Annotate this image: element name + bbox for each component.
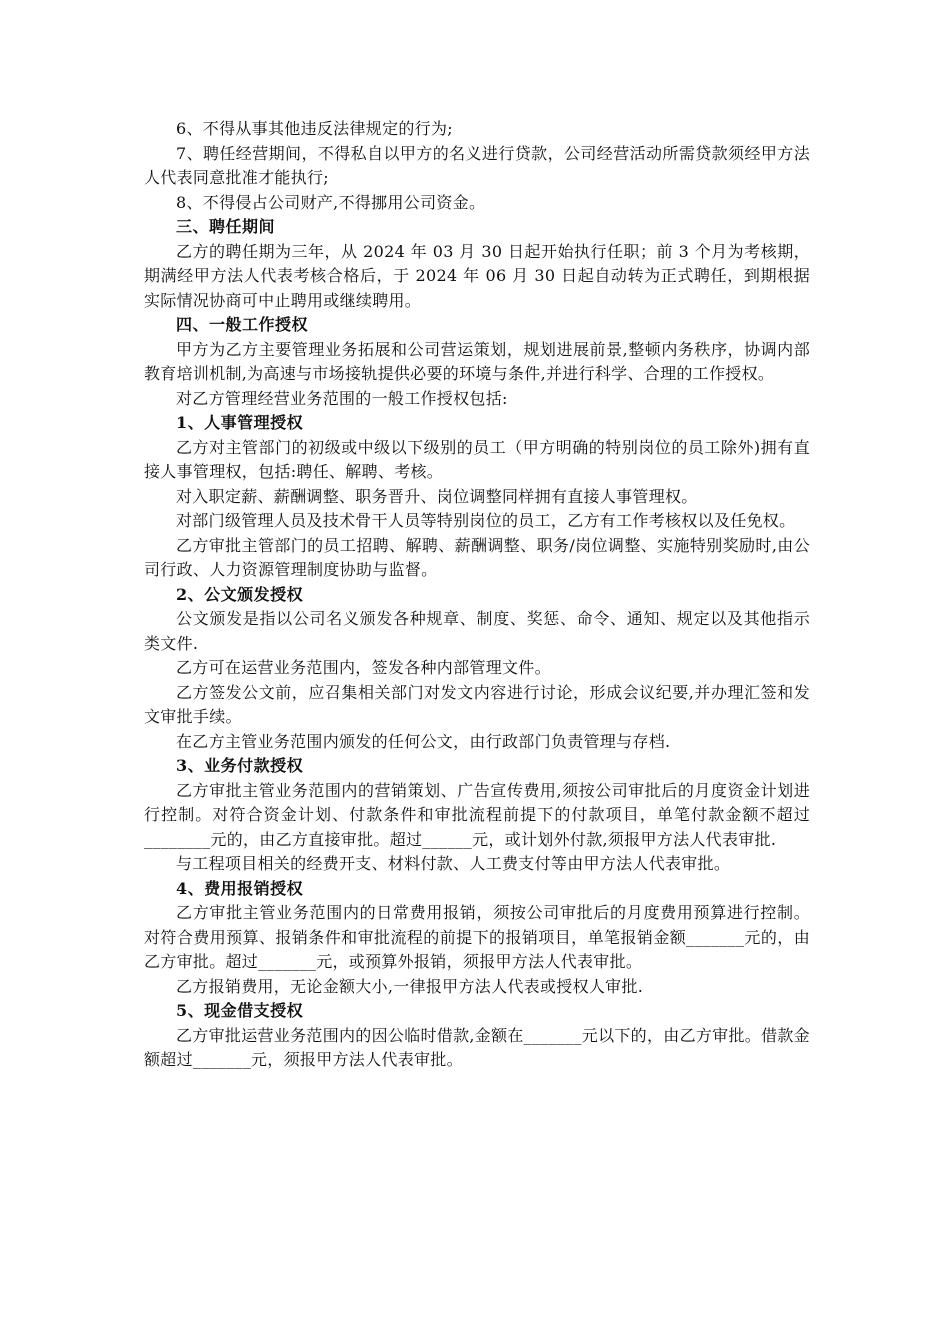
expense-authorization-heading: 4、费用报销授权 — [176, 878, 304, 898]
hr-paragraph-2: 对入职定薪、薪酬调整、职务晋升、岗位调整同样拥有直接人事管理权。 — [176, 486, 698, 506]
document-authorization-heading: 2、公文颁发授权 — [176, 584, 304, 604]
document-page — [144, 117, 810, 1073]
clause-7: 7、聘任经营期间，不得私自以甲方的名义进行贷款，公司经营活动所需贷款须经甲方法人代表同意批准才能执行; — [144, 143, 810, 187]
cash-advance-authorization-heading: 5、现金借支授权 — [176, 1001, 304, 1020]
payment-paragraph-2: 与工程项目相关的经费开支、材料付款、人工费支付等由甲方法人代表审批。 — [176, 854, 731, 873]
payment-authorization-heading: 3、业务付款授权 — [176, 756, 304, 775]
section-3-heading: 三、聘任期间 — [176, 217, 276, 236]
authorization-intro: 甲方为乙方主要管理业务拓展和公司营运策划，规划进展前景,整顿内务秩序，协调内部教育培训机制,为高速与市场接轨提供必要的环境与条件,并进行科学、合理的工作授权。 — [144, 339, 810, 383]
hr-authorization-heading: 1、人事管理授权 — [176, 413, 304, 432]
document-paragraph-3: 乙方签发公文前，应召集相关部门对发文内容进行讨论，形成会议纪要,并办理汇签和发文审批手续。 — [144, 682, 810, 726]
document-paragraph-2: 乙方可在运营业务范围内，签发各种内部管理文件。 — [176, 658, 551, 677]
document-paragraph-1: 公文颁发是指以公司名义颁发各种规章、制度、奖惩、命令、通知、规定以及其他指示类文件. — [144, 609, 810, 653]
hr-paragraph-3: 对部门级管理人员及技术骨干人员等特别岗位的员工，乙方有工作考核权以及任免权。 — [176, 511, 796, 530]
payment-paragraph-1: 乙方审批主管业务范围内的营销策划、广告宣传费用,须按公司审批后的月度资金计划进行控制。对符合资金计划、付款条件和审批流程前提下的付款项目，单笔付款金额不超过________元的，由乙方直接审批。超过______元，或计划外付款,须报甲方法人代表审批. — [144, 780, 810, 849]
hr-paragraph-4: 乙方审批主管部门的员工招聘、解聘、薪酬调整、职务/岗位调整、实施特别奖励时,由公司行政、人力资源管理制度协助与监督。 — [144, 535, 810, 579]
hr-paragraph-1: 乙方对主管部门的初级或中级以下级别的员工（甲方明确的特别岗位的员工除外)拥有直接人事管理权，包括:聘任、解聘、考核。 — [144, 437, 810, 481]
section-4-heading: 四、一般工作授权 — [176, 315, 309, 334]
authorization-scope: 对乙方管理经营业务范围的一般工作授权包括: — [176, 388, 508, 408]
term-paragraph: 乙方的聘任期为三年，从 2024 年 03 月 30 日起开始执行任职；前 3 个月为考核期，期满经甲方法人代表考核合格后，于 2024 年 06 月 30 日起自动转为正式聘任，到期根据实际情况协商可中止聘用或继续聘用。 — [144, 241, 810, 310]
expense-paragraph-2: 乙方报销费用，无论金额大小,一律报甲方法人代表或授权人审批. — [176, 976, 644, 996]
clause-6: 6、不得从事其他违反法律规定的行为; — [176, 119, 453, 138]
expense-paragraph-1: 乙方审批主管业务范围内的日常费用报销，须按公司审批后的月度费用预算进行控制。对符合费用预算、报销条件和审批流程的前提下的报销项目，单笔报销金额_______元的，由乙方审批。超过_______元，或预算外报销，须报甲方法人代表审批。 — [144, 903, 810, 971]
cash-advance-paragraph: 乙方审批运营业务范围内的因公临时借款,金额在_______元以下的，由乙方审批。借款金额超过_______元，须报甲方法人代表审批。 — [144, 1025, 810, 1069]
clause-8: 8、不得侵占公司财产,不得挪用公司资金。 — [176, 192, 486, 212]
document-paragraph-4: 在乙方主管业务范围内颁发的任何公文，由行政部门负责管理与存档. — [176, 731, 671, 751]
